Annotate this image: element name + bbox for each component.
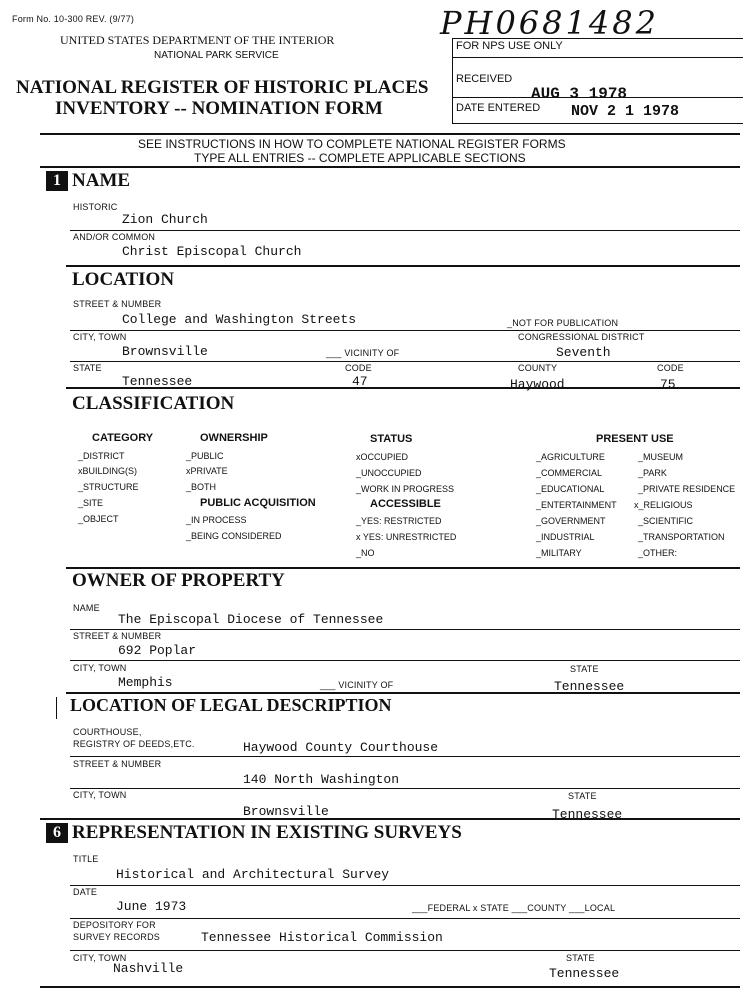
category-building: xBUILDING(S) <box>78 466 138 476</box>
owner-section-title: OWNER OF PROPERTY <box>72 570 285 591</box>
county-label: COUNTY <box>518 363 558 373</box>
use-park: _PARK <box>638 468 667 478</box>
legal-street-label: STREET & NUMBER <box>73 759 162 769</box>
surveys-section-title: REPRESENTATION IN EXISTING SURVEYS <box>72 822 462 843</box>
entered-stamp: NOV 2 1 1978 <box>571 103 680 120</box>
state-code: 47 <box>352 374 368 389</box>
location-state: Tennessee <box>122 374 193 389</box>
legal-section-title: LOCATION OF LEGAL DESCRIPTION <box>70 695 392 715</box>
common-label: AND/OR COMMON <box>73 232 156 242</box>
location-section-title: LOCATION <box>72 269 175 290</box>
owner-street-label: STREET & NUMBER <box>73 631 162 641</box>
nps-use-only: FOR NPS USE ONLY <box>456 40 563 52</box>
historic-label: HISTORIC <box>73 202 118 212</box>
location-city: Brownsville <box>122 344 208 359</box>
accessible-no: _NO <box>356 548 375 558</box>
received-stamp: AUG 3 1978 <box>531 85 628 103</box>
use-other: _OTHER: <box>638 548 678 558</box>
present-use-heading: PRESENT USE <box>596 433 674 445</box>
historic-name: Zion Church <box>122 212 208 227</box>
owner-name-label: NAME <box>73 603 100 613</box>
category-heading: CATEGORY <box>92 432 154 444</box>
legal-state: Tennessee <box>552 807 623 822</box>
survey-levels: ___FEDERAL x STATE ___COUNTY ___LOCAL <box>412 903 616 913</box>
form-title-line2: INVENTORY -- NOMINATION FORM <box>55 98 383 119</box>
acquisition-heading: PUBLIC ACQUISITION <box>200 497 316 509</box>
ownership-public: _PUBLIC <box>186 451 224 461</box>
use-commercial: _COMMERCIAL <box>536 468 603 478</box>
use-private-residence: _PRIVATE RESIDENCE <box>638 484 736 494</box>
use-religious: x_RELIGIOUS <box>634 500 693 510</box>
owner-street: 692 Poplar <box>118 643 197 658</box>
not-for-publication: _NOT FOR PUBLICATION <box>507 318 619 328</box>
courthouse-label: COURTHOUSE, <box>73 727 142 737</box>
ownership-both: _BOTH <box>186 482 217 492</box>
depository: Tennessee Historical Commission <box>201 930 443 945</box>
legal-state-label: STATE <box>568 791 597 801</box>
legal-street: 140 North Washington <box>243 772 400 787</box>
survey-title-label: TITLE <box>73 854 99 864</box>
received-label: RECEIVED <box>456 73 513 85</box>
nps-use-box <box>452 38 743 124</box>
owner-city: Memphis <box>118 675 173 690</box>
state-code-label: CODE <box>345 363 372 373</box>
instructions-line2: TYPE ALL ENTRIES -- COMPLETE APPLICABLE SECTIONS <box>194 151 526 165</box>
common-name: Christ Episcopal Church <box>122 244 302 259</box>
registry-label: REGISTRY OF DEEDS,ETC. <box>73 739 195 749</box>
category-district: _DISTRICT <box>78 451 125 461</box>
status-occupied: xOCCUPIED <box>356 452 409 462</box>
accessible-restricted: _YES: RESTRICTED <box>356 516 442 526</box>
use-transportation: _TRANSPORTATION <box>638 532 725 542</box>
section-number-6: 6 <box>46 823 68 843</box>
survey-city: Nashville <box>113 961 184 976</box>
acquisition-in-process: _IN PROCESS <box>186 515 247 525</box>
county-code: 75 <box>660 377 676 392</box>
location-city-label: CITY, TOWN <box>73 332 127 342</box>
status-work-in-progress: _WORK IN PROGRESS <box>356 484 455 494</box>
survey-date: June 1973 <box>116 899 187 914</box>
category-object: _OBJECT <box>78 514 119 524</box>
accessible-heading: ACCESSIBLE <box>370 498 441 510</box>
use-museum: _MUSEUM <box>638 452 684 462</box>
location-vicinity: ___ VICINITY OF <box>326 348 400 358</box>
depository-label1: DEPOSITORY FOR <box>73 920 156 930</box>
use-agriculture: _AGRICULTURE <box>536 452 605 462</box>
accessible-unrestricted: x YES: UNRESTRICTED <box>356 532 457 542</box>
owner-city-label: CITY, TOWN <box>73 663 127 673</box>
classification-section-title: CLASSIFICATION <box>72 393 235 414</box>
county: Haywood <box>510 377 565 392</box>
owner-state-label: STATE <box>570 664 599 674</box>
use-military: _MILITARY <box>536 548 582 558</box>
survey-state: Tennessee <box>549 966 620 981</box>
congressional-district-label: CONGRESSIONAL DISTRICT <box>518 332 645 342</box>
name-section-title: NAME <box>72 170 131 191</box>
form-title-line1: NATIONAL REGISTER OF HISTORIC PLACES <box>16 77 429 98</box>
use-educational: _EDUCATIONAL <box>536 484 605 494</box>
use-entertainment: _ENTERTAINMENT <box>536 500 617 510</box>
use-industrial: _INDUSTRIAL <box>536 532 595 542</box>
instructions-line1: SEE INSTRUCTIONS IN HOW TO COMPLETE NATIONAL REGISTER FORMS <box>138 137 566 151</box>
category-structure: _STRUCTURE <box>78 482 139 492</box>
service: NATIONAL PARK SERVICE <box>154 50 279 61</box>
location-state-label: STATE <box>73 363 102 373</box>
courthouse: Haywood County Courthouse <box>243 740 439 755</box>
survey-date-label: DATE <box>73 887 98 897</box>
acquisition-considered: _BEING CONSIDERED <box>186 531 282 541</box>
county-code-label: CODE <box>657 363 684 373</box>
ownership-heading: OWNERSHIP <box>200 432 268 444</box>
section-number-1: 1 <box>46 171 68 191</box>
congressional-district: Seventh <box>556 345 611 360</box>
status-unoccupied: _UNOCCUPIED <box>356 468 422 478</box>
owner-state: Tennessee <box>554 679 625 694</box>
owner-name: The Episcopal Diocese of Tennessee <box>118 612 384 627</box>
date-entered-label: DATE ENTERED <box>456 102 541 114</box>
owner-vicinity: ___ VICINITY OF <box>320 680 394 690</box>
use-scientific: _SCIENTIFIC <box>638 516 694 526</box>
location-street-label: STREET & NUMBER <box>73 299 162 309</box>
category-site: _SITE <box>78 498 104 508</box>
department: UNITED STATES DEPARTMENT OF THE INTERIOR <box>60 33 335 47</box>
survey-state-label: STATE <box>566 953 595 963</box>
status-heading: STATUS <box>370 433 413 445</box>
legal-city: Brownsville <box>243 804 329 819</box>
survey-title: Historical and Architectural Survey <box>116 867 390 882</box>
handwritten-id: PH0681482 <box>440 4 659 42</box>
location-street: College and Washington Streets <box>122 312 357 327</box>
depository-label2: SURVEY RECORDS <box>73 932 160 942</box>
legal-city-label: CITY, TOWN <box>73 790 127 800</box>
form-number: Form No. 10-300 REV. (9/77) <box>12 14 135 24</box>
survey-city-label: CITY, TOWN <box>73 953 127 963</box>
use-government: _GOVERNMENT <box>536 516 606 526</box>
ownership-private: xPRIVATE <box>186 466 228 476</box>
